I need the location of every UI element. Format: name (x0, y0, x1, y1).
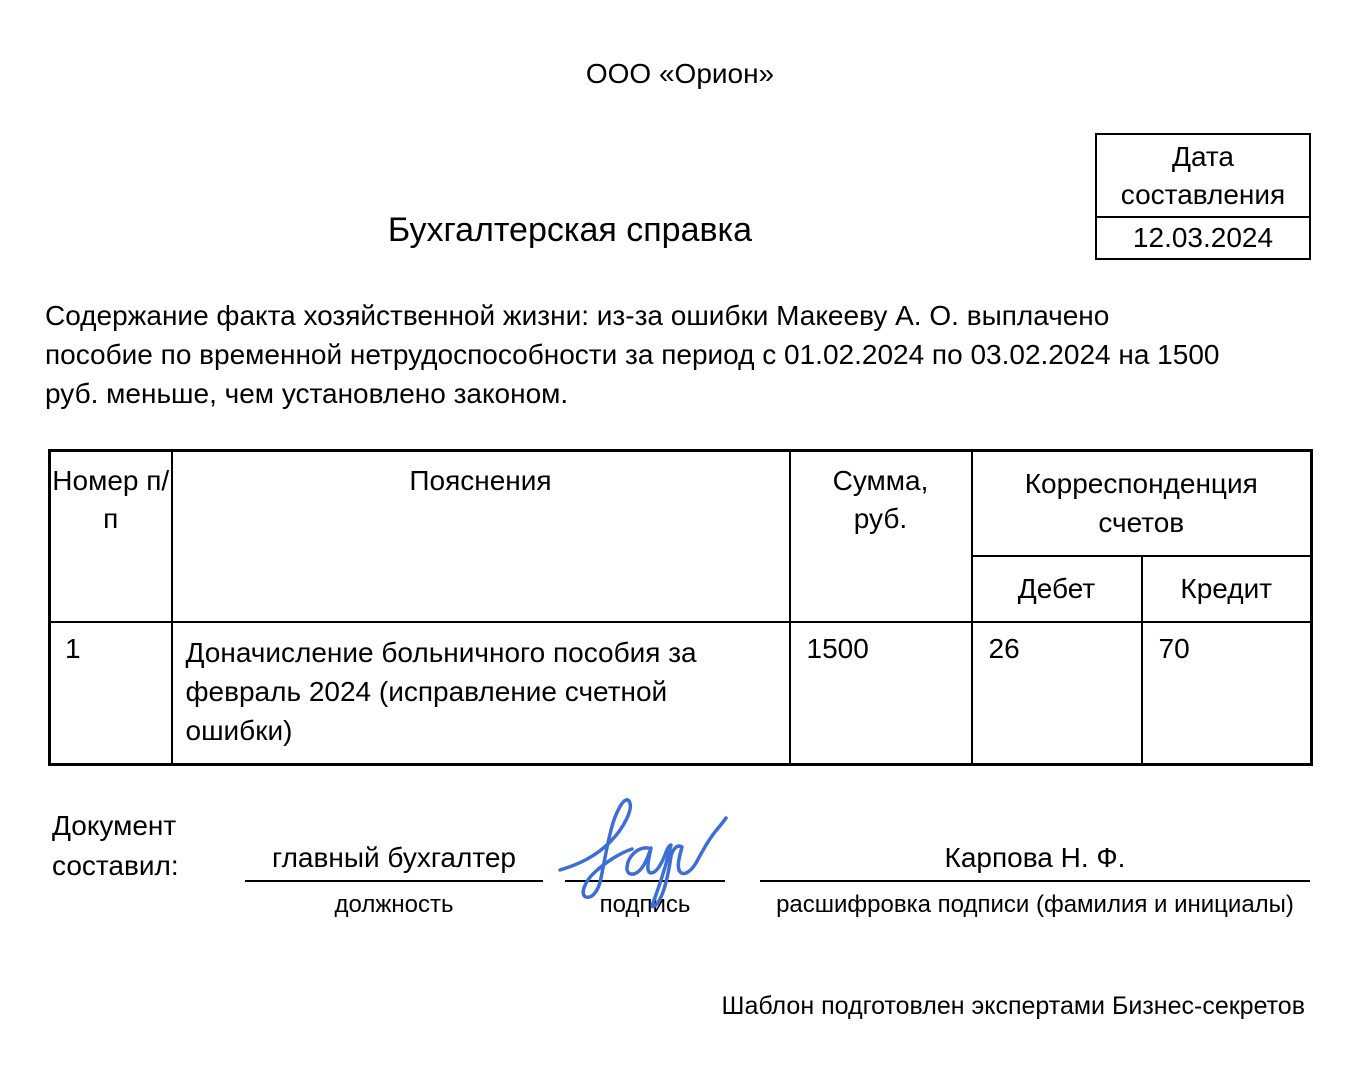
column-header-debit: Дебет (972, 556, 1142, 622)
handwritten-signature (556, 792, 738, 910)
cell-explanation: Доначисление больничного пособия за февраль 2024 (исправление счетной ошибки) (172, 622, 790, 765)
prepared-by-label: Документ составил: (52, 810, 179, 881)
position-value: главный бухгалтер (272, 842, 516, 873)
entries-table (48, 449, 1313, 766)
column-header-correspondence-text: Корреспонденция счетов (1024, 468, 1258, 539)
signature-stroke-2 (627, 818, 726, 907)
column-header-number: Номер п/п (50, 451, 172, 622)
table-row (50, 622, 1312, 765)
page-title: Бухгалтерская справка (387, 211, 753, 249)
date-box-label: Дата составления (1097, 135, 1309, 218)
company-name: ООО «Орион» (585, 58, 775, 89)
table-header-row-1 (50, 451, 1312, 556)
signature-stroke-1 (560, 800, 632, 897)
name-caption: расшифровка подписи (фамилия и инициалы) (776, 891, 1294, 918)
position-field (245, 841, 543, 919)
column-header-amount-text: Сумма, руб. (832, 465, 929, 534)
cell-amount: 1500 (790, 622, 972, 765)
column-header-amount (790, 451, 972, 622)
position-caption: должность (334, 891, 454, 918)
name-value: Карпова Н. Ф. (944, 842, 1126, 873)
column-header-credit: Кредит (1142, 556, 1312, 622)
cell-credit: 70 (1142, 622, 1312, 765)
template-credit-note: Шаблон подготовлен экспертами Бизнес-секретов (721, 992, 1305, 1020)
name-field (760, 841, 1310, 919)
fact-summary-paragraph: Содержание факта хозяйственной жизни: из-за ошибки Макееву А. О. выплачено пособие по временной нетрудоспособности за период с 01.02.2024 по 03.02.2024 на 1500 руб. меньше, чем установлено законом. (45, 300, 1220, 409)
column-header-correspondence (972, 451, 1312, 556)
cell-row-number: 1 (50, 622, 172, 765)
column-header-explanation: Пояснения (172, 451, 790, 622)
signature-caption: подпись (599, 891, 691, 918)
cell-debit: 26 (972, 622, 1142, 765)
date-box-value: 12.03.2024 (1132, 222, 1274, 253)
